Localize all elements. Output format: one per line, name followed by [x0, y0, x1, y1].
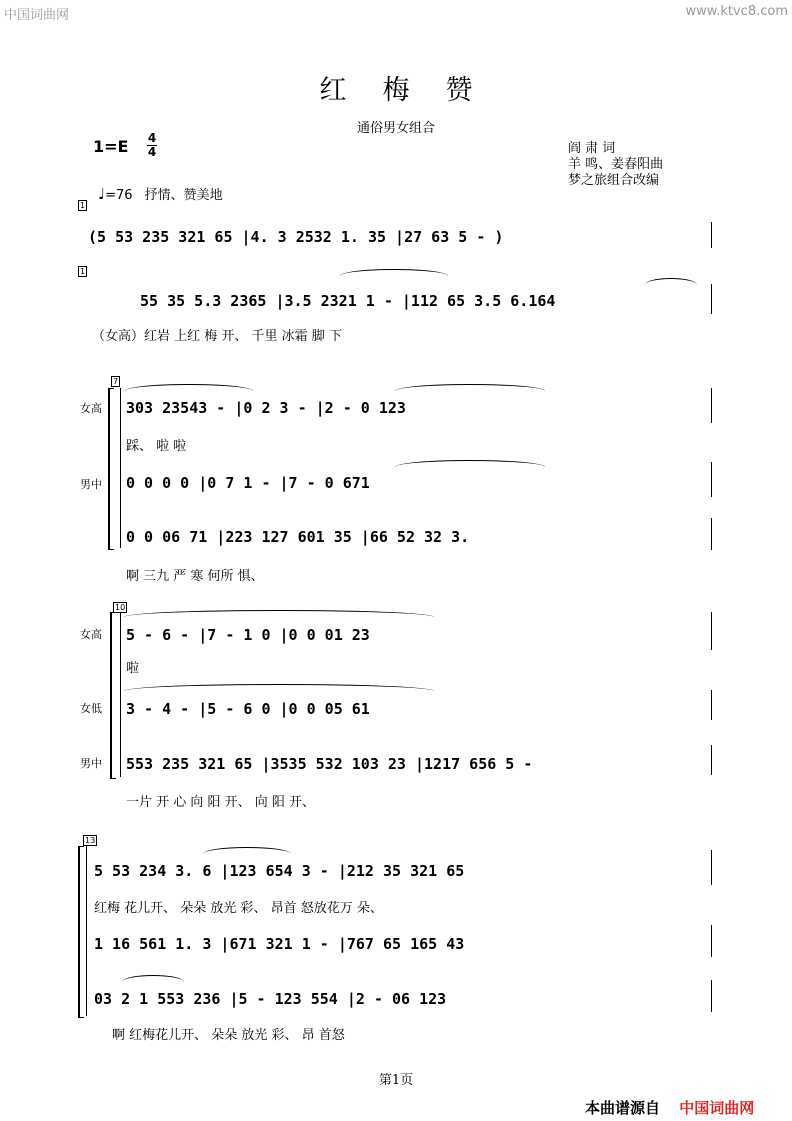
part-label-female-high: 女高: [80, 402, 102, 415]
notation-row: 03 2 1 553 236 |5 - 123 554 |2 - 06 123: [94, 990, 447, 1008]
key-signature: 1=E: [93, 137, 129, 156]
source-credit: [585, 1097, 754, 1118]
slur: [122, 975, 184, 982]
page-title: 红梅赞: [319, 75, 509, 106]
barline: [711, 518, 712, 550]
slur: [125, 384, 253, 391]
barline: [711, 980, 712, 1012]
slur: [124, 610, 434, 617]
slur: [645, 278, 697, 285]
barline: [711, 388, 712, 423]
slur: [124, 684, 434, 691]
measure-number: 7: [113, 377, 119, 386]
lyric-row: 一片 开 心 向 阳 开、 向 阳 开、: [126, 795, 316, 810]
lyric-row: （女高）红岩 上红 梅 开、 千里 冰霜 脚 下: [92, 329, 342, 344]
measure-number: 13: [85, 836, 96, 845]
source-site-link[interactable]: 中国词曲网: [679, 1099, 755, 1117]
page-number: 第1页: [378, 1073, 414, 1088]
part-label-female-low: 女低: [80, 702, 102, 715]
lyric-row: 啦: [126, 661, 140, 676]
lyric-row: 啊 三九 严 寒 何所 惧、: [126, 569, 264, 584]
time-signature-bottom: 4: [147, 145, 157, 159]
notation-row: 5 - 6 - |7 - 1 0 |0 0 01 23: [126, 626, 370, 644]
lyric-row: 红梅 花儿开、 朵朵 放光 彩、 昂首 怒放花万 朵、: [94, 901, 383, 916]
system-brace: [110, 612, 116, 779]
credit-lyricist: 阎 肃 词: [568, 141, 616, 156]
barline: [711, 284, 712, 314]
tempo-expression: 抒情、赞美地: [144, 188, 223, 203]
credit-composer: 羊 鸣、姜春阳曲: [568, 157, 664, 172]
system-barline: [86, 846, 87, 1016]
barline: [711, 612, 712, 650]
part-label-male-mid: 男中: [80, 757, 102, 770]
tempo-marking: [98, 184, 223, 203]
notation-row: 5 53 234 3. 6 |123 654 3 - |212 35 321 65: [94, 862, 465, 880]
source-label: 本曲谱源自: [585, 1099, 661, 1117]
watermark-left: 中国词曲网: [4, 8, 70, 23]
barline: [711, 222, 712, 248]
notation-row: 1 16 561 1. 3 |671 321 1 - |767 65 165 43: [94, 935, 465, 953]
notation-row: 553 235 321 65 |3535 532 103 23 |1217 656 5 -: [126, 755, 533, 773]
notation-row: 55 35 5.3 2365 |3.5 2321 1 - |112 65 3.5 6.164: [140, 292, 556, 310]
quarter-note-icon: ♩: [98, 185, 106, 203]
time-signature-top: 4: [147, 131, 157, 145]
part-label-male-mid: 男中: [80, 478, 102, 491]
system-brace: [78, 846, 84, 1018]
barline: [711, 925, 712, 957]
watermark-right: www.ktvc8.com: [685, 4, 788, 19]
credit-arranger: 梦之旅组合改编: [568, 173, 660, 188]
barline: [711, 690, 712, 720]
slur: [395, 384, 545, 391]
slur: [203, 847, 291, 854]
tempo-value: =76: [105, 188, 133, 203]
measure-number: 10: [115, 603, 126, 612]
notation-row: (5 53 235 321 65 |4. 3 2532 1. 35 |27 63 5 - ): [88, 228, 504, 246]
barline: [711, 745, 712, 775]
system-barline: [120, 612, 121, 777]
page-subtitle: 通俗男女组合: [356, 121, 435, 136]
slur: [395, 460, 545, 467]
notation-row: 303 23543 - |0 2 3 - |2 - 0 123: [126, 399, 406, 417]
system-barline: [120, 388, 121, 548]
notation-row: 0 0 06 71 |223 127 601 35 |66 52 32 3.: [126, 528, 470, 546]
part-label-female-high: 女高: [80, 628, 102, 641]
slur: [340, 269, 448, 276]
lyric-row: 啊 红梅花儿开、 朵朵 放光 彩、 昂 首怒: [112, 1028, 345, 1043]
notation-row: 3 - 4 - |5 - 6 0 |0 0 05 61: [126, 700, 370, 718]
measure-number: 1: [80, 267, 86, 276]
lyric-row: 踩、 啦 啦: [126, 439, 187, 454]
barline: [711, 462, 712, 497]
notation-row: 0 0 0 0 |0 7 1 - |7 - 0 671: [126, 474, 370, 492]
time-signature: [147, 132, 157, 159]
measure-number: 1: [80, 201, 86, 210]
system-brace: [108, 388, 114, 550]
barline: [711, 850, 712, 885]
